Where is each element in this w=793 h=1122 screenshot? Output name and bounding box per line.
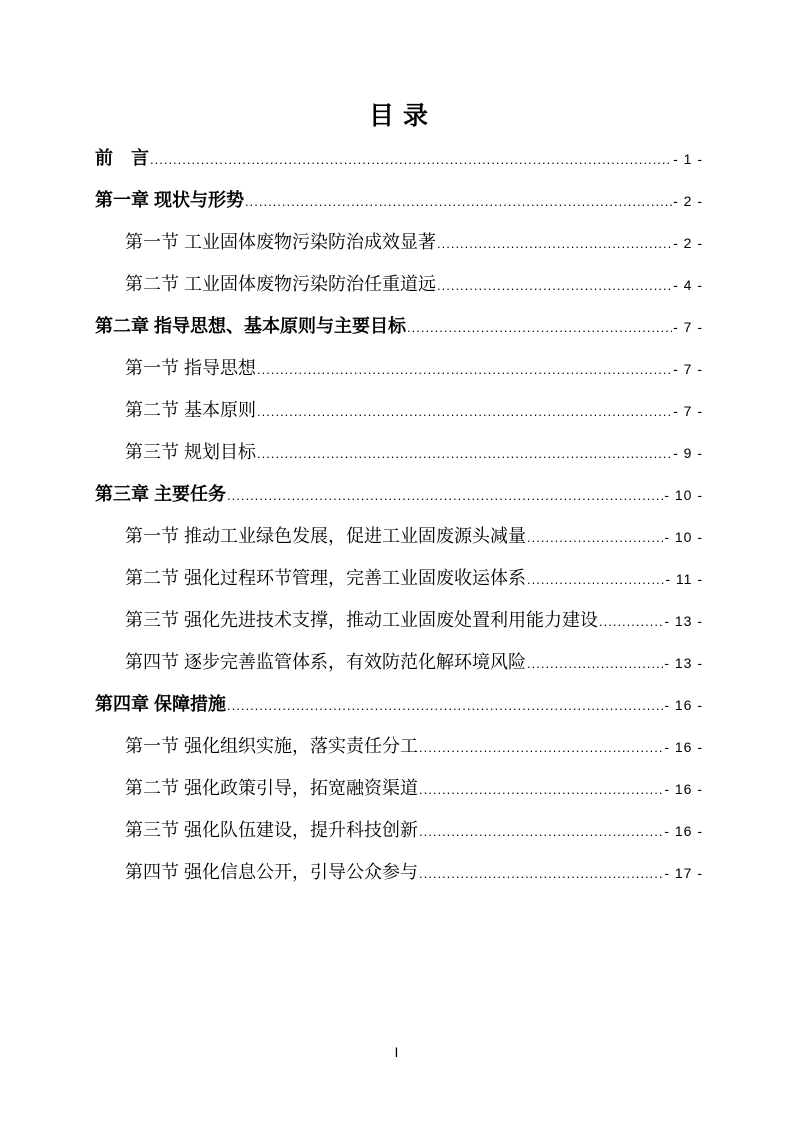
toc-page-number: - 16 -: [664, 823, 703, 839]
toc-entry-title: 第四节 逐步完善监管体系，有效防范化解环境风险: [125, 652, 526, 672]
toc-entry-title: 第二节 基本原则: [125, 400, 257, 420]
toc-page-number: - 9 -: [673, 445, 703, 461]
toc-entry-title: 第一节 强化组织实施，落实责任分工: [125, 736, 418, 756]
dot-leader: [437, 232, 672, 254]
toc-entry-title: 第二节 工业固体废物污染防治任重道远: [125, 274, 436, 294]
toc-entry-title: 第二章 指导思想、基本原则与主要目标: [95, 316, 406, 336]
toc-entry[interactable]: [95, 484, 703, 504]
toc-page-number: - 2 -: [673, 235, 703, 251]
toc-page-number: - 17 -: [664, 865, 703, 881]
dot-leader: [257, 358, 672, 380]
page-footer-number: I: [394, 1044, 399, 1060]
toc-entry[interactable]: [95, 736, 703, 756]
dot-leader: [437, 274, 672, 296]
toc-entry[interactable]: [95, 232, 703, 252]
toc-entry[interactable]: [95, 694, 703, 714]
toc-entry-title: 第二节 强化政策引导，拓宽融资渠道: [125, 778, 418, 798]
page-title: 目 录: [369, 102, 429, 130]
toc-page-number: - 16 -: [664, 781, 703, 797]
toc-entry-title: 第三节 强化先进技术支撑，推动工业固废处置利用能力建设: [125, 610, 598, 630]
toc-page-number: - 13 -: [664, 613, 703, 629]
toc-entry-title: 第一节 工业固体废物污染防治成效显著: [125, 232, 436, 252]
toc-entry[interactable]: [95, 400, 703, 420]
dot-leader: [227, 694, 663, 716]
dot-leader: [407, 316, 672, 338]
toc-page-number: - 2 -: [673, 193, 703, 209]
toc-entry[interactable]: [95, 610, 703, 630]
toc-page-number: - 16 -: [664, 739, 703, 755]
toc-entry[interactable]: [95, 148, 703, 168]
toc-page-number: - 7 -: [673, 403, 703, 419]
dot-leader: [527, 568, 664, 590]
toc-page-number: - 11 -: [665, 571, 703, 587]
toc-entry-title: 第一章 现状与形势: [95, 190, 245, 210]
toc-page-number: - 7 -: [673, 361, 703, 377]
toc-entry-title: 第四章 保障措施: [95, 694, 227, 714]
toc-entry[interactable]: [95, 862, 703, 882]
dot-leader: [599, 610, 663, 632]
toc-page-number: - 13 -: [664, 655, 703, 671]
toc-page-number: - 1 -: [673, 151, 703, 167]
toc-entry[interactable]: [95, 778, 703, 798]
dot-leader: [150, 148, 672, 170]
toc-entry[interactable]: [95, 526, 703, 546]
dot-leader: [527, 652, 663, 674]
dot-leader: [419, 778, 663, 800]
toc-entry[interactable]: [95, 190, 703, 210]
toc-entry[interactable]: [95, 568, 703, 588]
toc-entry-title: 第三章 主要任务: [95, 484, 227, 504]
toc-page-number: - 4 -: [673, 277, 703, 293]
dot-leader: [227, 484, 663, 506]
toc-entry-title: 第一节 推动工业绿色发展，促进工业固废源头减量: [125, 526, 526, 546]
toc-entry-title: 第三节 规划目标: [125, 442, 257, 462]
toc-page-number: - 10 -: [664, 487, 703, 503]
toc-entry-title: 前 言: [95, 148, 149, 168]
toc-entry-title: 第一节 指导思想: [125, 358, 257, 378]
toc-entry[interactable]: [95, 442, 703, 462]
table-of-contents: [95, 148, 703, 882]
toc-entry-title: 第二节 强化过程环节管理，完善工业固废收运体系: [125, 568, 526, 588]
toc-page-number: - 10 -: [664, 529, 703, 545]
dot-leader: [257, 442, 672, 464]
dot-leader: [419, 820, 663, 842]
dot-leader: [419, 862, 663, 884]
toc-entry[interactable]: [95, 274, 703, 294]
toc-entry-title: 第三节 强化队伍建设，提升科技创新: [125, 820, 418, 840]
toc-entry-title: 第四节 强化信息公开，引导公众参与: [125, 862, 418, 882]
toc-entry[interactable]: [95, 316, 703, 336]
toc-page-number: - 7 -: [673, 319, 703, 335]
toc-entry[interactable]: [95, 820, 703, 840]
toc-page-number: - 16 -: [664, 697, 703, 713]
toc-entry[interactable]: [95, 358, 703, 378]
toc-entry[interactable]: [95, 652, 703, 672]
dot-leader: [245, 190, 672, 212]
dot-leader: [419, 736, 663, 758]
dot-leader: [257, 400, 672, 422]
dot-leader: [527, 526, 663, 548]
